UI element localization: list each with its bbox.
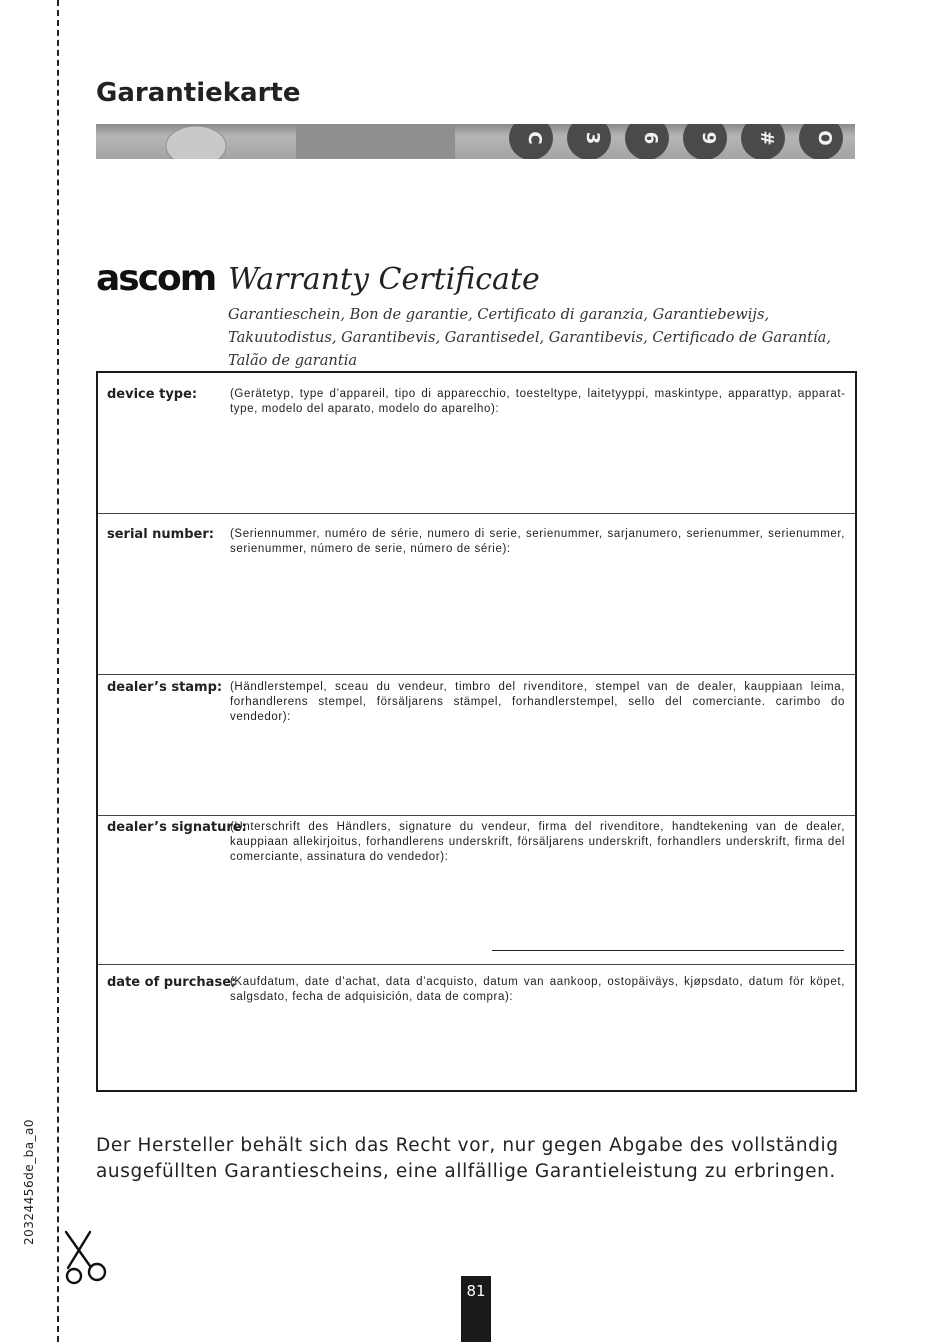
dealer-stamp-label: dealer’s stamp: <box>107 680 223 695</box>
keypad-key-label: O <box>814 130 835 146</box>
footer-note: Der Hersteller behält sich das Recht vor, nur gegen Abgabe des vollständig ausgefüllten Garantiescheins, eine allfällige Garantieleistung zu erbringen. <box>96 1135 839 1182</box>
device-type-description: (Gerätetyp, type d’appareil, tipo di apparecchio, toesteltype, laitetyyppi, maskintype, apparattyp, apparattype, modelo del aparato, modelo do aparelho): <box>230 388 845 415</box>
keypad-key-label: 6 <box>640 131 661 145</box>
serial-number-label: serial number: <box>107 527 214 542</box>
brand-logo: ascom <box>96 258 216 299</box>
date-of-purchase-description: (Kaufdatum, date d’achat, data d’acquisto, datum van aankoop, ostopäiväys, kjøpsdato, datum för köpet, salgsdato, fecha de adquisición, data de compra): <box>230 976 845 1003</box>
phone-keypad-banner <box>96 124 855 159</box>
dealer-signature-label: dealer’s signature: <box>107 820 247 835</box>
scissors-icon <box>60 1228 118 1286</box>
keypad-key-label: # <box>756 130 777 146</box>
keypad-key-label: C <box>524 131 545 145</box>
dealer-stamp-description: (Händlerstempel, sceau du vendeur, timbro del rivenditore, stempel van de dealer, kauppiaan leima, forhandlerens stempel, försäljarens stämpel, forhandlerstempel, sello del comerciante. carimbo do vendedor): <box>230 681 845 723</box>
page-number: 81 <box>461 1276 491 1342</box>
cut-line <box>57 0 59 1342</box>
serial-number-row[interactable] <box>98 513 855 675</box>
certificate-title: Warranty Certificate <box>228 262 540 297</box>
certificate-subtitle: Garantieschein, Bon de garantie, Certificato di garanzia, Garantiebewijs, Takuutodistus, Garantibevis, Garantisedel, Garantibevis, Certificado de Garantía, Talão de garantia <box>228 306 831 369</box>
keypad-key-label: 3 <box>582 131 603 145</box>
document-code: 20324456de_ba_a0 <box>22 1118 36 1245</box>
serial-number-description: (Seriennummer, numéro de série, numero di serie, serienummer, sarjanumero, serienummer, serienummer, serienummer, número de serie, número de série): <box>230 528 845 555</box>
dealer-signature-description: (Unterschrift des Händlers, signature du vendeur, firma del rivenditore, handtekening van de dealer, kauppiaan allekirjoitus, forhandlerens underskrift, försäljarens underskrift, forhandlers underskrift, firma del comerciante, assinatura do vendedor): <box>230 821 845 863</box>
device-type-label: device type: <box>107 387 198 402</box>
device-type-row[interactable] <box>98 373 855 514</box>
date-of-purchase-label: date of purchase: <box>107 975 237 990</box>
page-title: Garantiekarte <box>96 78 301 108</box>
signature-line[interactable] <box>492 950 844 951</box>
keypad-photo <box>96 124 855 159</box>
dealer-signature-row[interactable] <box>98 815 855 965</box>
date-of-purchase-row[interactable] <box>98 964 855 1090</box>
warranty-form <box>96 371 857 1092</box>
dealer-stamp-row[interactable] <box>98 674 855 816</box>
keypad-key-label: 9 <box>698 131 719 145</box>
